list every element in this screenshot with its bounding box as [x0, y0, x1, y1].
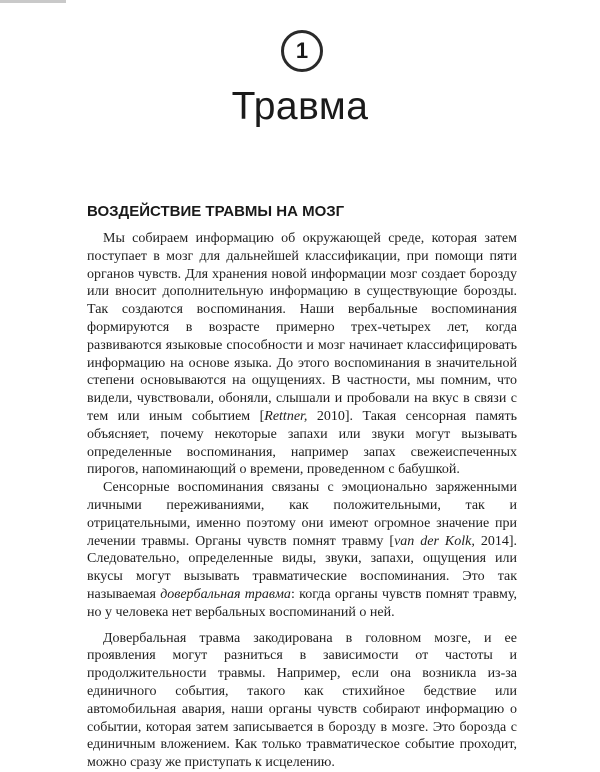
paragraph-text: Сенсорные воспоминания связаны с эмоционально заряженными личными переживаниями, как положительными, так и отрицательными, именно поэтому они имеют огромное значение при лечении травмы. Органы чувств помнят травму [ — [87, 480, 517, 549]
body-text — [87, 230, 517, 772]
paragraph-text: 2014]. Следовательно, определенные виды, звуки, запахи, ощущения или вкусы могут вызывать травматические воспоминания. Это так называемая — [87, 533, 517, 602]
paragraph-text: Мы собираем информацию об окружающей среде, которая затем поступает в мозг для дальнейшей классификации, при помощи пяти органов чувств. Для хранения новой информации мозг создает борозду или вносит дополнительную информацию в существующие борозды. Так создаются воспоминания. Наши вербальные воспоминания формируются в возрасте примерно трех-четырех лет, когда развиваются языковые способности и мозг начинает классифицировать информацию на основе языка. До этого воспоминания в значительной степени основываются на ощущениях. В частности, мы помним, что видели, чувствовали, обоняли, слышали и пробовали на вкус в связи с тем или иным событием [ — [87, 231, 517, 424]
chapter-title: Травма — [231, 85, 369, 128]
chapter-number: 1 — [295, 38, 309, 63]
chapter-number-badge — [281, 30, 323, 72]
italic-term: довербальная травма — [160, 586, 291, 602]
paragraph-2 — [87, 479, 517, 621]
paragraph-text: 2010]. Такая сенсорная память объясняет, почему некоторые запахи или звуки могут вызывать определенные воспоминания, например запах свежеиспеченных пирогов, напоминающий о времени, проведенном с бабушкой. — [87, 408, 517, 478]
paragraph-3 — [87, 630, 517, 772]
paragraph-1 — [87, 230, 517, 479]
citation-author: van der Kolk, — [394, 533, 475, 549]
citation-author: Rettner, — [264, 408, 308, 424]
section-heading: ВОЗДЕЙСТВИЕ ТРАВМЫ НА МОЗГ — [87, 203, 345, 220]
paragraph-text: : когда органы чувств помнят травму, но у человека нет вербальных воспоминаний о ней. — [87, 586, 517, 620]
page-edge-rule — [0, 0, 66, 3]
paragraph-text: Довербальная травма закодирована в головном мозге, и ее проявления могут разниться в зависимости от частоты и продолжительности травмы. Например, если она возникла из-за единичного события, такого как стихийное бедствие или автомобильная авария, наши органы чувств собирают информацию о событии, которая затем записывается в борозду в мозге. Это борозда с единичным вложением. Как только травматическое событие проходит, можно сразу же приступать к исцелению. — [87, 630, 517, 771]
